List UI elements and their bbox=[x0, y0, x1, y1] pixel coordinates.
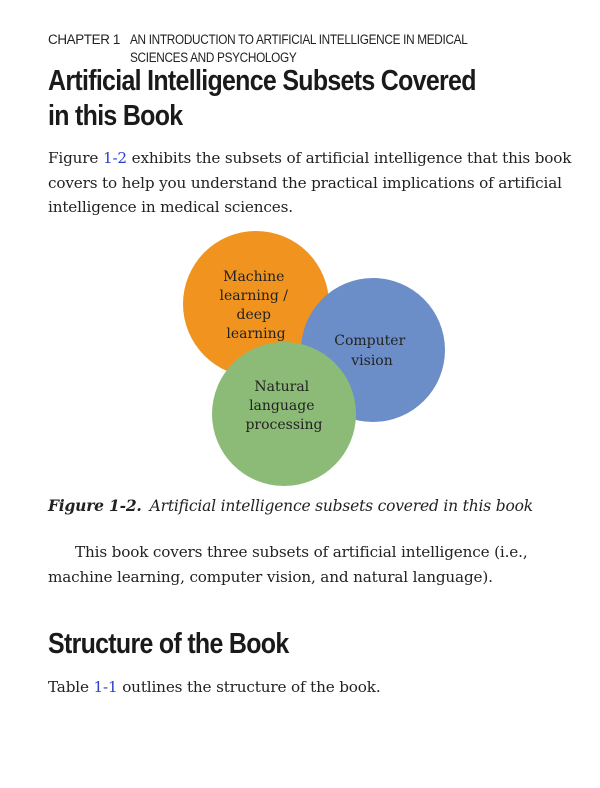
label-line: Natural bbox=[254, 379, 310, 395]
structure-paragraph bbox=[48, 675, 588, 700]
table-1-1-link[interactable]: 1-1 bbox=[93, 678, 118, 696]
section-heading-line-2: in this Book bbox=[48, 100, 183, 132]
figure-caption-label: Figure 1-2. bbox=[48, 496, 142, 515]
label-line: learning / bbox=[219, 288, 288, 304]
section-heading-structure: Structure of the Book bbox=[48, 628, 289, 660]
structure-text-after-link: outlines the structure of the book. bbox=[117, 678, 381, 696]
label-line: Machine bbox=[223, 269, 285, 285]
figure-1-2-link[interactable]: 1-2 bbox=[102, 149, 127, 167]
intro-paragraph bbox=[48, 146, 588, 220]
label-line: Computer bbox=[334, 333, 406, 349]
structure-text-before-link: Table bbox=[48, 678, 94, 696]
label-line: processing bbox=[245, 417, 323, 433]
intro-text-after-link: exhibits the subsets of artificial intelligence that this book covers to help you understand the practical implications of artificial intelligence in medical sciences. bbox=[48, 149, 572, 216]
intro-text-before-link: Figure bbox=[48, 149, 103, 167]
label-line: language bbox=[249, 398, 315, 414]
figure-ai-subsets bbox=[0, 228, 600, 488]
figure-caption-text: Artificial intelligence subsets covered in this book bbox=[149, 497, 533, 515]
circle-natural-language-processing bbox=[212, 342, 356, 486]
venn-diagram bbox=[0, 228, 600, 488]
running-head-chapter: CHAPTER 1 bbox=[48, 32, 121, 47]
label-line: vision bbox=[351, 353, 393, 369]
label-line: deep bbox=[236, 307, 272, 323]
running-head bbox=[48, 31, 568, 67]
section-heading-line-1: Artificial Intelligence Subsets Covered bbox=[48, 65, 476, 97]
section-heading-ai-subsets bbox=[48, 64, 512, 134]
figure-caption bbox=[48, 495, 588, 517]
subsets-paragraph: This book covers three subsets of artificial intelligence (i.e., machine learning, computer vision, and natural language). bbox=[48, 543, 528, 586]
label-line: learning bbox=[226, 326, 286, 342]
running-head-title: AN INTRODUCTION TO ARTIFICIAL INTELLIGENCE IN MEDICAL SCIENCES AND PSYCHOLOGY bbox=[130, 32, 468, 65]
label-natural-language-processing bbox=[245, 379, 322, 433]
